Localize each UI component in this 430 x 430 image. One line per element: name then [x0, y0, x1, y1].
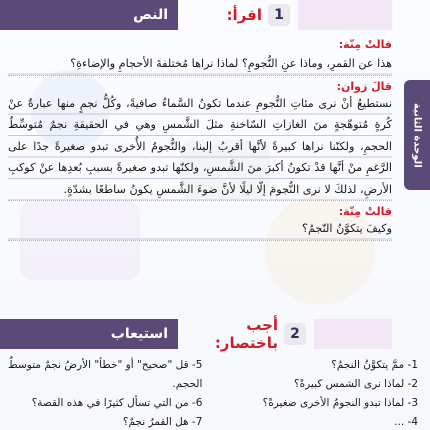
header-fill — [298, 0, 392, 30]
speaker-name: قالَ زوان: — [336, 79, 392, 93]
section-label-group — [178, 316, 314, 352]
question-item: الحجم. — [172, 378, 203, 390]
section-tab-title: استيعاب — [110, 326, 168, 342]
question-item: 5- قل "صحيح" أو "خطأ" الأرضُ نجمٌ متوسطُ — [8, 359, 203, 371]
dialogue-line: وكيفَ يتكوَّنُ النّجمُ؟ — [8, 218, 392, 241]
question-item: 7- هل القمرُ نجمٌ؟ — [122, 416, 203, 428]
section-header-read — [0, 0, 392, 30]
speaker-name: قالتْ مِنّة: — [338, 38, 392, 51]
questions-list — [8, 356, 422, 430]
speaker-name: قالتْ مِنّة: — [338, 205, 392, 218]
section-number: 2 — [284, 323, 306, 345]
section-tab-title: النص — [133, 7, 168, 23]
question-item: 3- لماذا تبدو النجومُ الأخرى صغيرةً؟ — [262, 397, 418, 409]
section-label: أجب باختصار: — [214, 316, 279, 352]
unit-side-tab: الوحدة الثانية — [404, 80, 430, 190]
section-tab — [0, 0, 178, 30]
question-item: 4- ... — [394, 416, 418, 428]
section-header-comprehension — [0, 316, 392, 352]
question-item: 2- لماذا نرى الشمس كبيرةً؟ — [294, 378, 418, 390]
section-number: 1 — [268, 4, 290, 26]
section-label: اقرأ: — [226, 6, 262, 24]
question-item: 6- من التي تسأل كثيرًا في هذه القصة؟ — [31, 397, 203, 409]
section-tab — [0, 319, 178, 349]
header-fill — [314, 319, 392, 349]
dialogue-line: نستطيعُ أنْ نرى مئاتِ النُّجومِ عندما تكونُ السَّماءُ صافيةً، وكُلُّ نجمٍ منها عبارةٌ عنْ كُرةٍ مُتوهّجةٍ منَ الغازاتِ السّاخنةِ مثلَ الشَّمسِ وهي في الحقيقةِ نجمٌ مُتوسِّطُ الحجمِ، ولكنّنا نراها كبيرةً لأنَّها أقربُ إلينا، والنُّجومُ الأُخرى تبدو صغيرةً جدًا على الرَّغمِ منْ أنَّها قدْ تكونُ أكبرَ منَ الشَّمسِ، ولكنّها تبدو صغيرةً بسببِ بُعدِها عنْ كوكبِ الأرضِ، لذلكَ لا نرى النُّجومَ إلّا ليلًا لأنَّ ضوءَ الشَّمسِ يكونُ ساطعًا بشدّةٍ. — [8, 93, 392, 202]
section-label-group — [178, 0, 298, 30]
dialogue-line: هذا عن القمرِ، وماذا عنِ النُّجومِ؟ لماذا نراها مُختلفةَ الأحجامِ والإضاءةِ؟ — [8, 53, 392, 76]
question-item: 1- ممَّ يتكوَّنُ النجمُ؟ — [331, 359, 418, 371]
questions-column-right — [232, 356, 422, 430]
reading-text — [8, 34, 392, 241]
questions-column-left — [8, 356, 232, 430]
